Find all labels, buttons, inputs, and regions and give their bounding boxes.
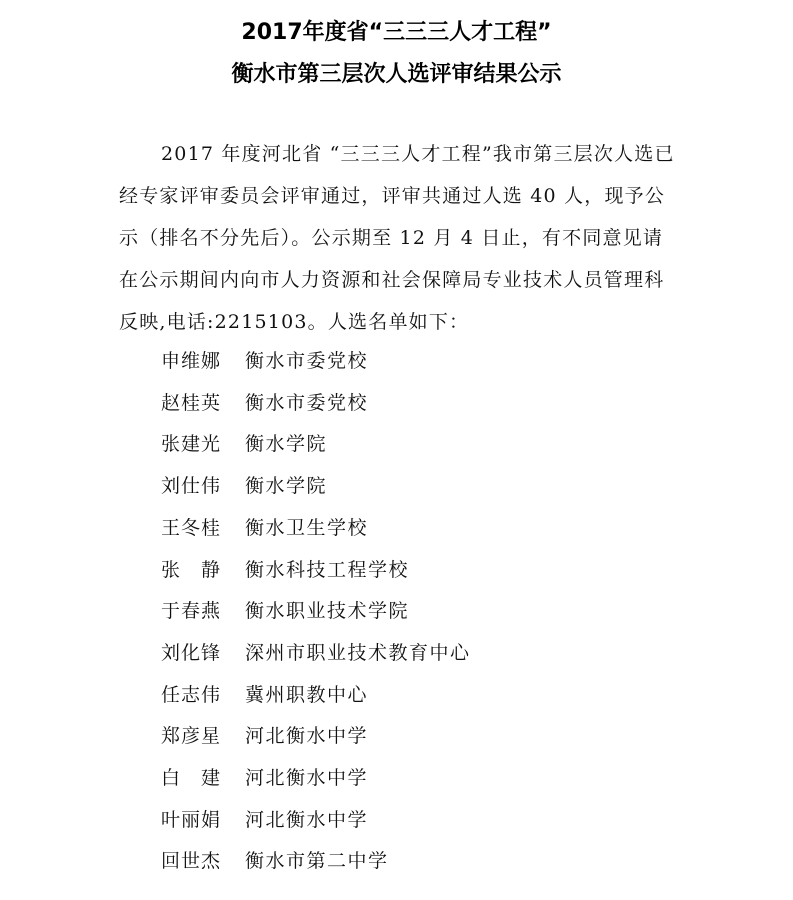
candidate-name: 张 静 — [161, 558, 222, 581]
candidate-name: 白 建 — [161, 767, 222, 790]
list-item — [161, 383, 471, 425]
candidate-list — [161, 341, 471, 883]
list-item — [161, 508, 471, 550]
title-line-1: 2017年度省“三三三人才工程” — [241, 20, 552, 45]
list-item — [161, 466, 471, 508]
candidate-org: 深州市职业技术教育中心 — [245, 641, 471, 664]
list-item — [161, 550, 471, 592]
list-item — [161, 800, 471, 842]
title-line-2: 衡水市第三层次人选评审结果公示 — [231, 62, 562, 87]
candidate-org: 衡水学院 — [245, 433, 328, 456]
candidate-org: 衡水市委党校 — [245, 350, 369, 372]
candidate-name: 于春燕 — [161, 600, 222, 623]
candidate-name: 刘化锋 — [161, 641, 222, 664]
list-item — [161, 716, 471, 758]
candidate-org: 衡水市第二中学 — [245, 850, 389, 873]
candidate-org: 衡水卫生学校 — [245, 516, 369, 539]
candidate-name: 刘仕伟 — [161, 475, 222, 498]
announcement-paragraph: 2017 年度河北省 “三三三人才工程”我市第三层次人选已经专家评审委员会评审通过，评审共通过人选 40 人，现予公示（排名不分先后）。公示期至 12 月 4 日止，有不同意见请在公示期间内向市人力资源和社会保障局专业技术人员管理科反映,电话:2215103。人选名单如下： — [119, 143, 675, 333]
candidate-org: 冀州职教中心 — [245, 683, 369, 706]
list-item — [161, 633, 471, 675]
candidate-name: 王冬桂 — [161, 516, 222, 539]
list-item — [161, 591, 471, 633]
list-item — [161, 841, 471, 883]
list-item — [161, 341, 471, 383]
candidate-org: 衡水科技工程学校 — [245, 558, 410, 581]
candidate-org: 河北衡水中学 — [245, 767, 369, 790]
candidate-org: 衡水学院 — [245, 475, 328, 498]
candidate-name: 回世杰 — [161, 850, 222, 873]
candidate-org: 衡水市委党校 — [245, 391, 369, 414]
candidate-name: 任志伟 — [161, 683, 222, 706]
candidate-org: 衡水职业技术学院 — [245, 600, 410, 623]
list-item — [161, 758, 471, 800]
candidate-name: 叶丽娟 — [161, 808, 222, 831]
candidate-name: 赵桂英 — [161, 391, 222, 414]
candidate-name: 张建光 — [161, 433, 222, 456]
list-item — [161, 675, 471, 717]
list-item — [161, 424, 471, 466]
candidate-name: 郑彦星 — [161, 725, 222, 748]
candidate-org: 河北衡水中学 — [245, 808, 369, 831]
candidate-name: 申维娜 — [161, 350, 222, 372]
candidate-org: 河北衡水中学 — [245, 725, 369, 748]
